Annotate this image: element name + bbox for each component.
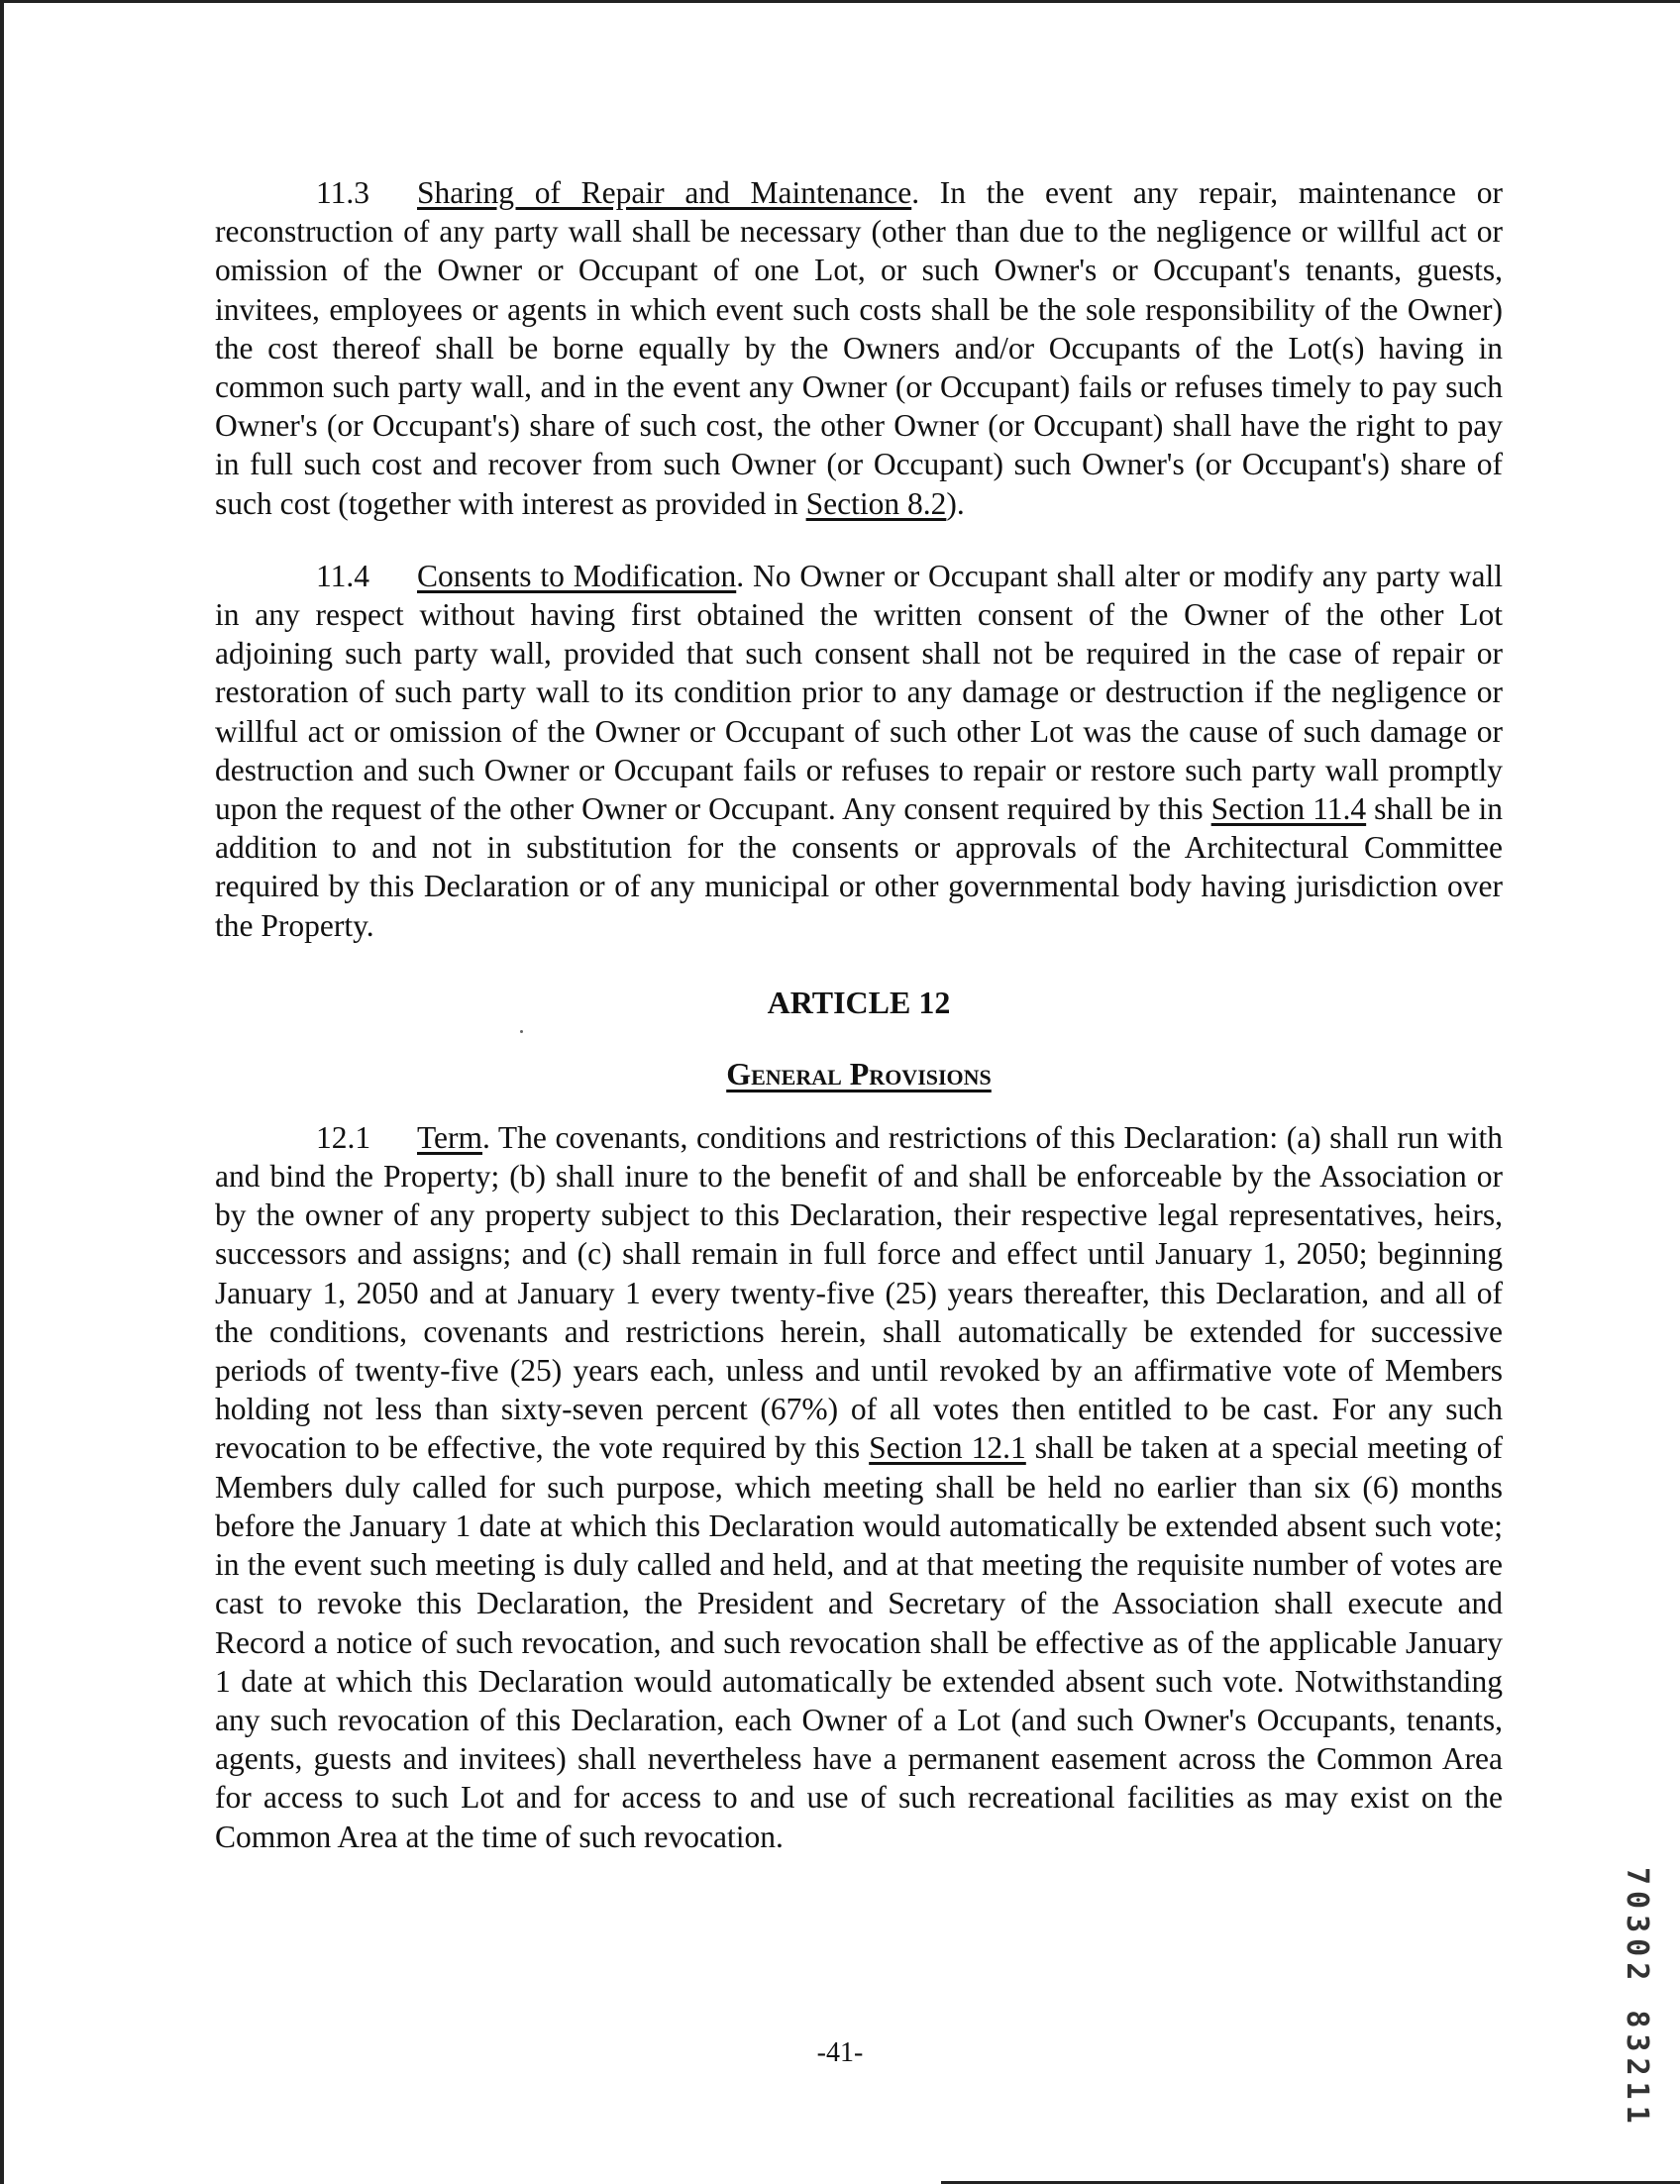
section-11-3	[215, 173, 1503, 523]
section-text-end: shall be taken at a special meeting of Members duly called for such purpose, which meeting shall be held no earlier than six (6) months before the January 1 date at which this Declaration would automatically be extended absent such vote; in the event such meeting is duly called and held, and at that meeting the requisite number of votes are cast to revoke this Declaration, the President and Secretary of the Association shall execute and Record a notice of such revocation, and such revocation shall be effective as of the applicable January 1 date at which this Declaration would automatically be extended absent such vote. Notwithstanding any such revocation of this Declaration, each Owner of a Lot (and such Owner's Occupants, tenants, agents, guests and invitees) shall nevertheless have a permanent easement across the Common Area for access to such Lot and for access to and use of such recreational facilities as may exist on the Common Area at the time of such revocation.	[215, 1430, 1503, 1854]
article-label	[215, 985, 1503, 1021]
scan-left-edge	[0, 0, 4, 2184]
page-number: -41-	[816, 2037, 864, 2068]
section-heading: Term	[417, 1119, 483, 1155]
section-number: 12.1	[316, 1119, 371, 1155]
section-11-4	[215, 557, 1503, 945]
section-reference: Section 8.2	[805, 485, 947, 521]
section-text: . No Owner or Occupant shall alter or modify any party wall in any respect without having first obtained the written consent of the Owner of the other Lot adjoining such party wall, provided that such consent shall not be required in the case of repair or restoration of such party wall to its condition prior to any damage or destruction if the negligence or willful act or omission of the Owner or Occupant of such other Lot was the cause of such damage or destruction and such Owner or Occupant fails or refuses to repair or restore such party wall promptly upon the request of the other Owner or Occupant. Any consent required by this	[215, 558, 1503, 827]
article-title-text: General Provisions	[726, 1055, 992, 1092]
section-number: 11.4	[316, 558, 369, 593]
section-reference: Section 12.1	[869, 1430, 1026, 1466]
section-heading: Sharing of Repair and Maintenance	[417, 175, 912, 210]
section-heading: Consents to Modification	[417, 558, 737, 593]
section-text-end: shall be in addition to and not in substitution for the consents or approvals of the Architectural Committee required by this Declaration or of any municipal or other governmental body having jurisdiction over the Property.	[215, 791, 1503, 943]
article-title	[215, 1056, 1503, 1092]
section-12-1	[215, 1118, 1503, 1856]
document-body	[215, 173, 1503, 1856]
section-text-end: ).	[946, 485, 965, 521]
section-number: 11.3	[316, 175, 369, 210]
section-text: . In the event any repair, maintenance or reconstruction of any party wall shall be necessary (other than due to the negligence or willful act or omission of the Owner or Occupant of one Lot, or such Owner's or Occupant's tenants, guests, invitees, employees or agents in which event such costs shall be the sole responsibility of the Owner) the cost thereof shall be borne equally by the Owners and/or Occupants of the Lot(s) having in common such party wall, and in the event any Owner (or Occupant) fails or refuses timely to pay such Owner's (or Occupant's) share of such cost, the other Owner (or Occupant) shall have the right to pay in full such cost and recover from such Owner (or Occupant) such Owner's (or Occupant's) share of such cost (together with interest as provided in	[215, 175, 1503, 521]
recording-stamp: 70302 83211	[1620, 1867, 1654, 2130]
article-label-text: ARTICLE 12	[767, 984, 951, 1020]
section-reference: Section 11.4	[1210, 791, 1367, 827]
scan-top-edge	[0, 0, 1680, 3]
section-text: . The covenants, conditions and restrictions of this Declaration: (a) shall run with and bind the Property; (b) shall inure to the benefit of and shall be enforceable by the Association or by the owner of any property subject to this Declaration, their respective legal representatives, heirs, successors and assigns; and (c) shall remain in full force and effect until January 1, 2050; beginning January 1, 2050 and at January 1 every twenty-five (25) years thereafter, this Declaration, and all of the conditions, covenants and restrictions herein, shall automatically be extended for successive periods of twenty-five (25) years each, unless and until revoked by an affirmative vote of Members holding not less than sixty-seven percent (67%) of all votes then entitled to be cast. For any such revocation to be effective, the vote required by this	[215, 1119, 1503, 1466]
